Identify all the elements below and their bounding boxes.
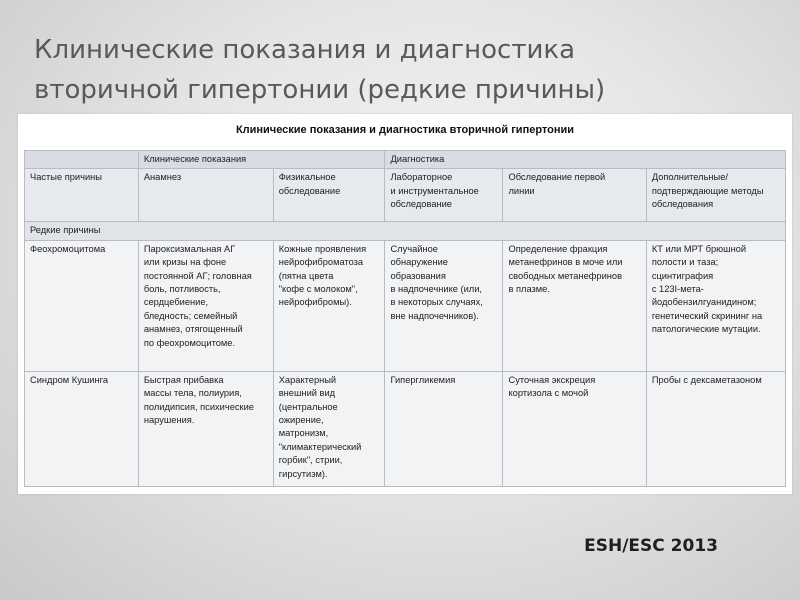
cell-lab: Гипергликемия bbox=[385, 371, 503, 486]
group-header-diagnostics: Диагностика bbox=[385, 151, 786, 169]
diagnostics-table bbox=[24, 150, 786, 487]
table-image-panel bbox=[18, 114, 792, 494]
cell-history: Быстрая прибавка массы тела, полиурия, полидипсия, психические нарушения. bbox=[138, 371, 273, 486]
table-heading: Клинические показания и диагностика вторичной гипертонии bbox=[235, 124, 575, 136]
cell-cause: Феохромоцитома bbox=[25, 240, 139, 371]
cell-first-line: Определение фракция метанефринов в моче или свободных метанефринов в плазме. bbox=[503, 240, 646, 371]
cell-physical: Кожные проявления нейрофиброматоза (пятна цвета "кофе с молоком", нейрофибромы). bbox=[273, 240, 385, 371]
column-header-lab-exam: Лабораторное и инструментальное обследование bbox=[385, 169, 503, 222]
cell-history: Пароксизмальная АГ или кризы на фоне постоянной АГ; головная боль, потливость, сердцебиение, бледность; семейный анамнез, отягощенный по феохромоцитоме. bbox=[138, 240, 273, 371]
section-label: Редкие причины bbox=[25, 222, 786, 240]
group-header-empty bbox=[25, 151, 139, 169]
table-row bbox=[25, 371, 786, 486]
slide-title-line-2: вторичной гипертонии (редкие причины) bbox=[34, 75, 606, 105]
section-row-rare-causes bbox=[25, 222, 786, 240]
slide-title-line-1: Клинические показания и диагностика bbox=[34, 35, 575, 65]
cell-physical: Характерный внешний вид (центральное ожирение, матронизм, "климактерический горбик", стрии, гирсутизм). bbox=[273, 371, 385, 486]
cell-confirm: КТ или МРТ брюшной полости и таза; сцинтиграфия с 123I-мета- йодобензилгуанидином; генетический скрининг на патологические мутации. bbox=[646, 240, 785, 371]
column-header-confirmatory: Дополнительные/ подтверждающие методы обследования bbox=[646, 169, 785, 222]
cell-first-line: Суточная экскреция кортизола с мочой bbox=[503, 371, 646, 486]
table-row bbox=[25, 240, 786, 371]
column-header-row bbox=[25, 169, 786, 222]
column-header-first-line: Обследование первой линии bbox=[503, 169, 646, 222]
source-citation: ESH/ESC 2013 bbox=[584, 536, 718, 556]
group-header-clinical: Клинические показания bbox=[138, 151, 385, 169]
column-header-common-causes: Частые причины bbox=[25, 169, 139, 222]
slide-title bbox=[34, 30, 774, 110]
cell-cause: Синдром Кушинга bbox=[25, 371, 139, 486]
column-header-history: Анамнез bbox=[138, 169, 273, 222]
cell-confirm: Пробы с дексаметазоном bbox=[646, 371, 785, 486]
cell-lab: Случайное обнаружение образования в надпочечнике (или, в некоторых случаях, вне надпочечников). bbox=[385, 240, 503, 371]
column-header-physical-exam: Физикальное обследование bbox=[273, 169, 385, 222]
group-header-row bbox=[25, 151, 786, 169]
